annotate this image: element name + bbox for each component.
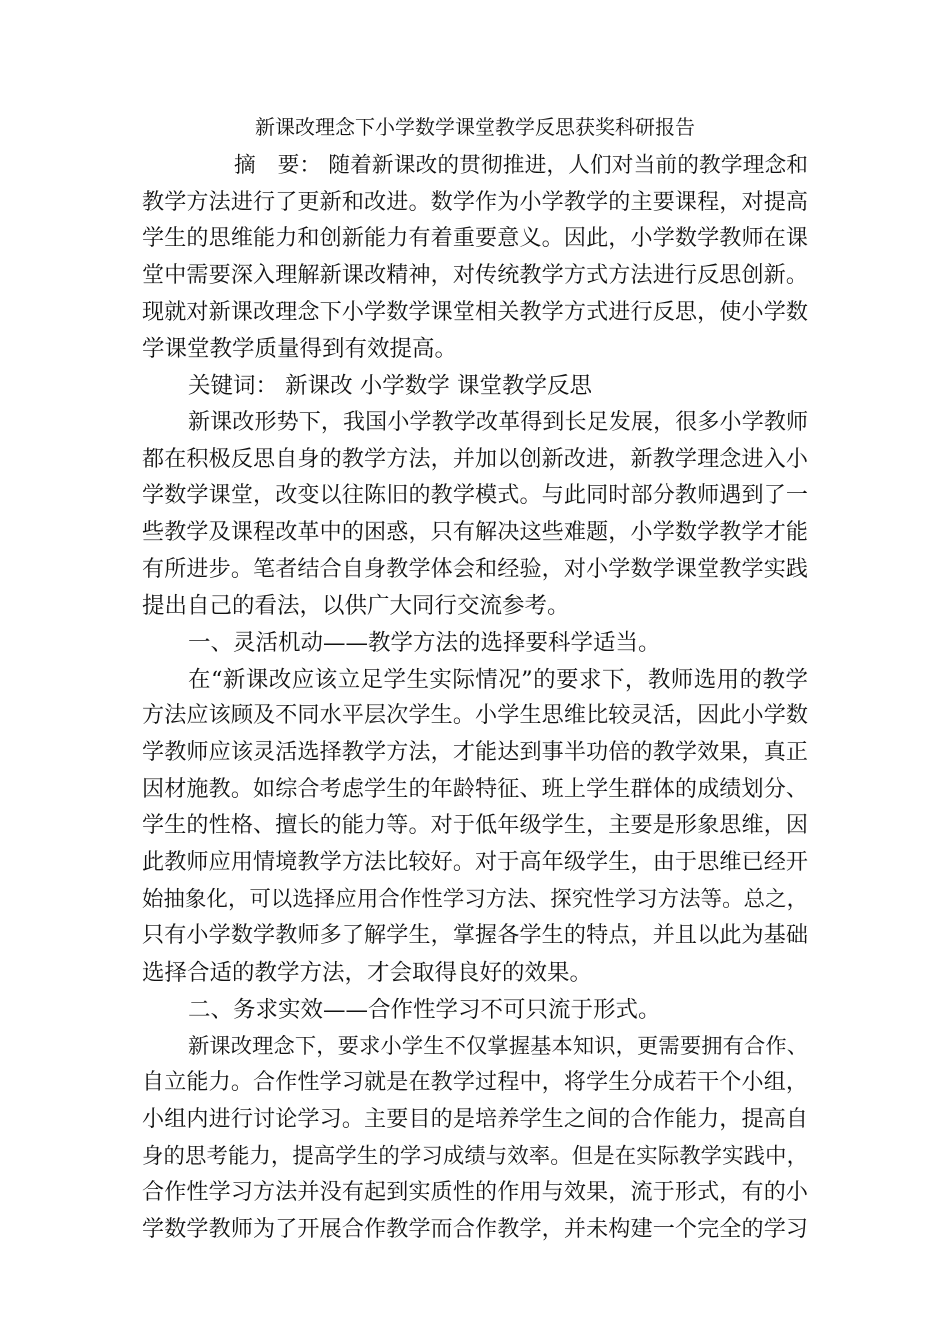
paragraph-line: 学数学课堂，改变以往陈旧的教学模式。与此同时部分教师遇到了一 (142, 483, 808, 509)
paragraph-line: 教学方法进行了更新和改进。数学作为小学教学的主要课程，对提高 (142, 189, 808, 215)
paragraph-line: 有所进步。笔者结合自身教学体会和经验，对小学数学课堂教学实践 (142, 556, 808, 582)
paragraph-line: 堂中需要深入理解新课改精神，对传统教学方式方法进行反思创新。 (142, 263, 808, 289)
paragraph-line: 学数学教师为了开展合作教学而合作教学，并未构建一个完全的学习 (142, 1216, 808, 1242)
document-title: 新课改理念下小学数学课堂教学反思获奖科研报告 (255, 115, 695, 139)
paragraph-line: 新课改形势下，我国小学教学改革得到长足发展，很多小学教师 (188, 409, 808, 435)
paragraph-line: 二、务求实效——合作性学习不可只流于形式。 (188, 996, 661, 1023)
paragraph-line: 自立能力。合作性学习就是在教学过程中，将学生分成若干个小组， (142, 1070, 808, 1096)
document-body (142, 148, 808, 1249)
paragraph-line: 因材施教。如综合考虑学生的年龄特征、班上学生群体的成绩划分、 (142, 776, 808, 802)
paragraph-line: 合作性学习方法并没有起到实质性的作用与效果，流于形式，有的小 (142, 1180, 808, 1206)
paragraph-line: 只有小学数学教师多了解学生，掌握各学生的特点，并且以此为基础 (142, 923, 808, 949)
paragraph-line: 学课堂教学质量得到有效提高。 (142, 336, 458, 363)
paragraph-line: 摘 要： 随着新课改的贯彻推进，人们对当前的教学理念和 (234, 153, 808, 178)
paragraph-line: 提出自己的看法，以供广大同行交流参考。 (142, 593, 570, 620)
paragraph-line: 小组内进行讨论学习。主要目的是培养学生之间的合作能力，提高自 (142, 1106, 808, 1132)
paragraph-line: 选择合适的教学方法，才会取得良好的效果。 (142, 960, 593, 987)
paragraph-line: 此教师应用情境教学方法比较好。对于高年级学生，由于思维已经开 (142, 850, 808, 876)
paragraph-line: 始抽象化，可以选择应用合作性学习方法、探究性学习方法等。总之， (142, 886, 808, 912)
paragraph-line: 方法应该顾及不同水平层次学生。小学生思维比较灵活，因此小学数 (142, 703, 808, 729)
paragraph-line: 关键词： 新课改 小学数学 课堂教学反思 (188, 373, 592, 400)
paragraph-line: 学生的思维能力和创新能力有着重要意义。因此，小学数学教师在课 (142, 226, 808, 252)
paragraph-line: 一、灵活机动——教学方法的选择要科学适当。 (188, 629, 661, 656)
paragraph-line: 新课改理念下，要求小学生不仅掌握基本知识，更需要拥有合作、 (188, 1033, 808, 1059)
paragraph-line: 现就对新课改理念下小学数学课堂相关教学方式进行反思，使小学数 (142, 299, 808, 325)
paragraph-line: 些教学及课程改革中的困惑，只有解决这些难题，小学数学教学才能 (142, 519, 808, 545)
paragraph-line: 学教师应该灵活选择教学方法，才能达到事半功倍的教学效果，真正 (142, 740, 808, 765)
paragraph-line: 在“新课改应该立足学生实际情况”的要求下，教师选用的教学 (188, 666, 808, 693)
paragraph-line: 身的思考能力，提高学生的学习成绩与效率。但是在实际教学实践中， (142, 1143, 808, 1169)
paragraph-line: 都在积极反思自身的教学方法，并加以创新改进，新教学理念进入小 (142, 446, 808, 472)
paragraph-line: 学生的性格、擅长的能力等。对于低年级学生，主要是形象思维，因 (142, 813, 808, 839)
